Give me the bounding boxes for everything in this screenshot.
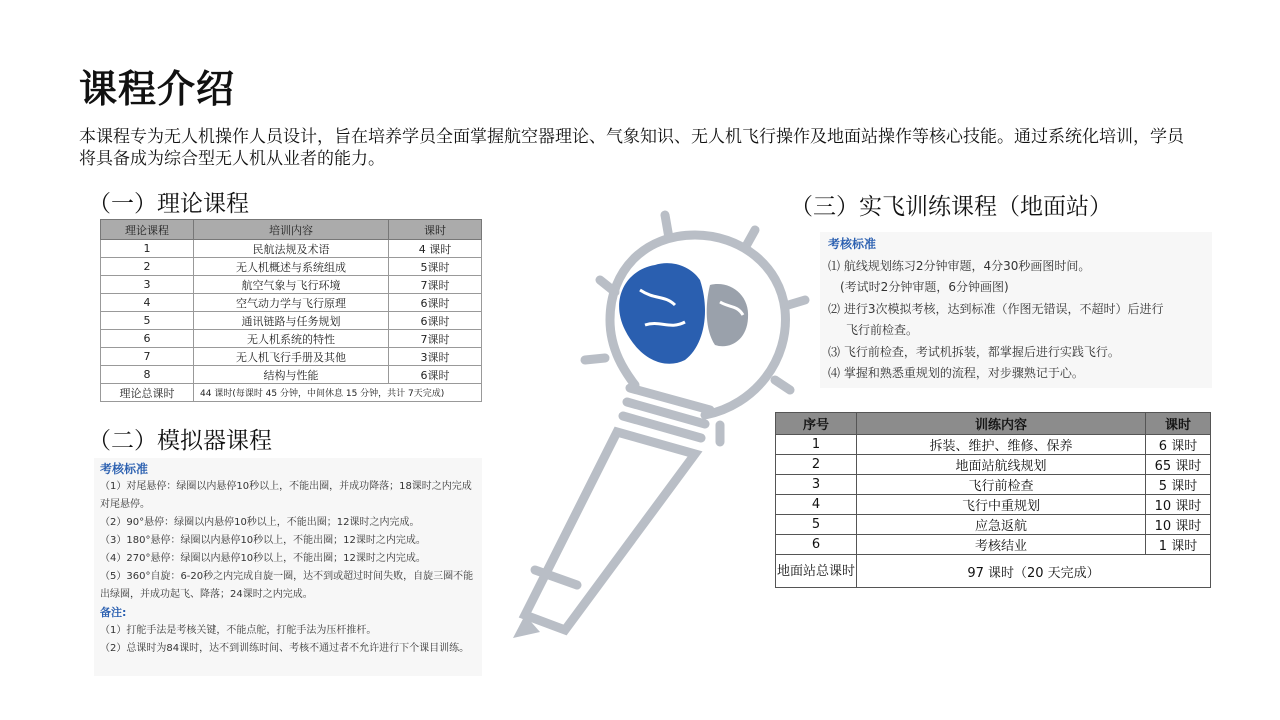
table-cell: 7 bbox=[101, 348, 194, 366]
flight-exam-heading: 考核标准 bbox=[828, 237, 877, 251]
table-cell: 8 bbox=[101, 366, 194, 384]
table-cell: 拆装、维护、维修、保养 bbox=[857, 435, 1146, 455]
section-simulator-title: （二）模拟器课程 bbox=[88, 428, 272, 454]
table-cell: 考核结业 bbox=[857, 535, 1146, 555]
page-title: 课程介绍 bbox=[79, 67, 236, 111]
table-cell: 4 课时 bbox=[389, 240, 482, 258]
table-row bbox=[776, 455, 1211, 475]
table-cell: 1 bbox=[776, 435, 857, 455]
list-item: ⑵ 进行3次模拟考核，达到标准（作图无错误，不超时）后进行 bbox=[828, 301, 1164, 316]
table-cell: 6课时 bbox=[389, 312, 482, 330]
table-header-cell: 培训内容 bbox=[194, 220, 389, 240]
table-cell: 3 bbox=[101, 276, 194, 294]
table-total-label: 地面站总课时 bbox=[776, 555, 857, 588]
table-header-cell: 训练内容 bbox=[857, 413, 1146, 435]
table-row bbox=[101, 312, 482, 330]
table-cell: 7课时 bbox=[389, 276, 482, 294]
list-item: ⑴ 航线规划练习2分钟审题，4分30秒画图时间。 bbox=[828, 258, 1091, 273]
table-cell: 飞行前检查 bbox=[857, 475, 1146, 495]
table-cell: 无人机概述与系统组成 bbox=[194, 258, 389, 276]
table-cell: 民航法规及术语 bbox=[194, 240, 389, 258]
table-header-cell: 理论课程 bbox=[101, 220, 194, 240]
table-cell: 5 课时 bbox=[1146, 475, 1211, 495]
table-cell: 无人机飞行手册及其他 bbox=[194, 348, 389, 366]
table-cell: 5课时 bbox=[389, 258, 482, 276]
table-row bbox=[776, 475, 1211, 495]
table-cell: 应急返航 bbox=[857, 515, 1146, 535]
table-header-row bbox=[101, 220, 482, 240]
table-cell: 7课时 bbox=[389, 330, 482, 348]
table-cell: 10 课时 bbox=[1146, 495, 1211, 515]
section-flight-title: （三）实飞训练课程（地面站） bbox=[790, 194, 1112, 220]
table-row bbox=[101, 240, 482, 258]
list-item: （1）对尾悬停：绿圈以内悬停10秒以上，不能出圈，并成功降落；18课时之内完成对尾悬停。 bbox=[100, 481, 472, 510]
simulator-note-heading: 备注: bbox=[100, 606, 127, 619]
intro-paragraph: 本课程专为无人机操作人员设计，旨在培养学员全面掌握航空器理论、气象知识、无人机飞行操作及地面站操作等核心技能。通过系统化培训，学员将具备成为综合型无人机从业者的能力。 bbox=[79, 127, 1184, 169]
table-cell: 10 课时 bbox=[1146, 515, 1211, 535]
list-item: （2）90°悬停：绿圈以内悬停10秒以上，不能出圈；12课时之内完成。 bbox=[100, 517, 420, 528]
table-cell: 6课时 bbox=[389, 294, 482, 312]
section-theory-title: （一）理论课程 bbox=[88, 191, 249, 217]
table-cell: 2 bbox=[776, 455, 857, 475]
table-cell: 空气动力学与飞行原理 bbox=[194, 294, 389, 312]
table-cell: 5 bbox=[776, 515, 857, 535]
table-cell: 3课时 bbox=[389, 348, 482, 366]
table-row bbox=[101, 366, 482, 384]
table-total-value: 97 课时（20 天完成） bbox=[857, 555, 1211, 588]
table-cell: 1 bbox=[101, 240, 194, 258]
table-cell: 3 bbox=[776, 475, 857, 495]
table-header-row bbox=[776, 413, 1211, 435]
table-row bbox=[101, 276, 482, 294]
list-item: ⑷ 掌握和熟悉重规划的流程，对步骤熟记于心。 bbox=[828, 366, 1084, 380]
table-cell: 4 bbox=[776, 495, 857, 515]
table-cell: 1 课时 bbox=[1146, 535, 1211, 555]
table-total-label: 理论总课时 bbox=[101, 384, 194, 402]
theory-table bbox=[100, 219, 482, 402]
list-item: （5）360°自旋：6-20秒之内完成自旋一圈，达不到或超过时间失败，自旋三圈不能出绿圈，并成功起飞、降落；24课时之内完成。 bbox=[100, 571, 474, 600]
list-item: ⑶ 飞行前检查，考试机拆装，都掌握后进行实践飞行。 bbox=[828, 344, 1120, 359]
table-cell: 4 bbox=[101, 294, 194, 312]
table-row bbox=[101, 294, 482, 312]
table-row bbox=[776, 495, 1211, 515]
list-item: （3）180°悬停：绿圈以内悬停10秒以上，不能出圈；12课时之内完成。 bbox=[100, 535, 426, 546]
table-cell: 结构与性能 bbox=[194, 366, 389, 384]
table-cell: 地面站航线规划 bbox=[857, 455, 1146, 475]
flight-exam-box bbox=[820, 232, 1212, 388]
table-cell: 通讯链路与任务规划 bbox=[194, 312, 389, 330]
table-cell: 无人机系统的特性 bbox=[194, 330, 389, 348]
lightbulb-pencil-icon bbox=[505, 210, 825, 660]
table-cell: 6 bbox=[101, 330, 194, 348]
table-cell: 6 bbox=[776, 535, 857, 555]
table-cell: 航空气象与飞行环境 bbox=[194, 276, 389, 294]
table-header-cell: 序号 bbox=[776, 413, 857, 435]
table-row bbox=[101, 348, 482, 366]
table-total-row bbox=[776, 555, 1211, 588]
table-row bbox=[776, 435, 1211, 455]
table-row bbox=[101, 258, 482, 276]
list-item: （4）270°悬停：绿圈以内悬停10秒以上，不能出圈；12课时之内完成。 bbox=[100, 553, 426, 564]
list-item: (考试时2分钟审题，6分钟画图) bbox=[840, 280, 1009, 294]
table-total-value: 44 课时(每课时 45 分钟，中间休息 15 分钟，共计 7天完成) bbox=[194, 384, 482, 402]
list-item: （2）总课时为84课时，达不到训练时间、考核不通过者不允许进行下个课目训练。 bbox=[100, 643, 470, 654]
flight-table bbox=[775, 412, 1211, 588]
table-cell: 2 bbox=[101, 258, 194, 276]
table-cell: 65 课时 bbox=[1146, 455, 1211, 475]
table-row bbox=[776, 515, 1211, 535]
table-header-cell: 课时 bbox=[1146, 413, 1211, 435]
list-item: （1）打舵手法是考核关键，不能点舵，打舵手法为压杆推杆。 bbox=[100, 625, 377, 636]
table-cell: 6课时 bbox=[389, 366, 482, 384]
list-item: 飞行前检查。 bbox=[846, 323, 919, 337]
simulator-exam-box bbox=[94, 458, 482, 676]
table-total-row bbox=[101, 384, 482, 402]
table-row bbox=[101, 330, 482, 348]
table-cell: 5 bbox=[101, 312, 194, 330]
table-header-cell: 课时 bbox=[389, 220, 482, 240]
simulator-exam-heading: 考核标准 bbox=[100, 462, 149, 476]
table-cell: 飞行中重规划 bbox=[857, 495, 1146, 515]
table-row bbox=[776, 535, 1211, 555]
table-cell: 6 课时 bbox=[1146, 435, 1211, 455]
